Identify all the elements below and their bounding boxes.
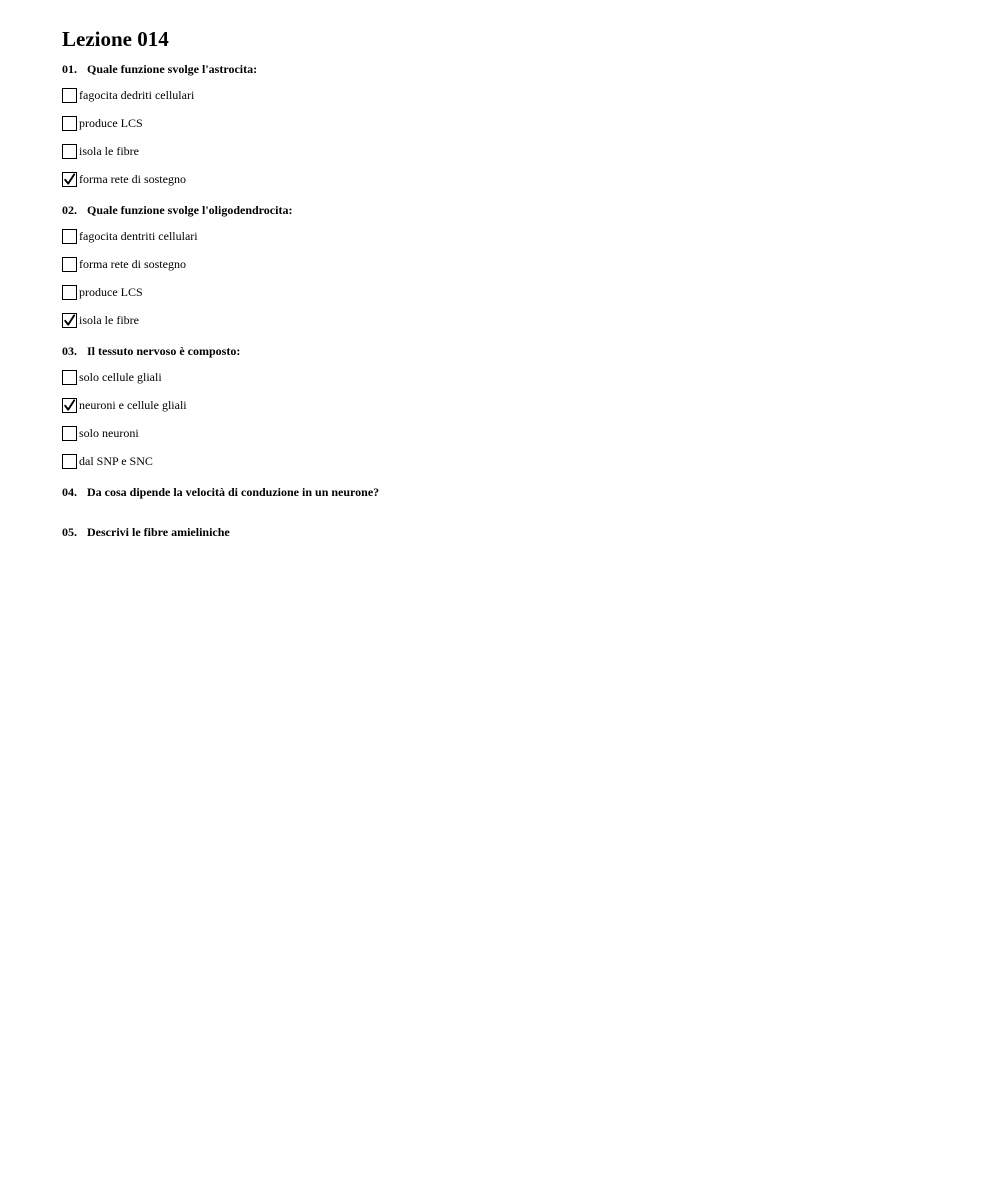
question-text: Quale funzione svolge l'oligodendrocita:	[87, 203, 293, 217]
checkbox[interactable]	[62, 313, 77, 328]
question-text: Il tessuto nervoso è composto:	[87, 344, 241, 358]
question-number: 01.	[62, 62, 77, 76]
option-label: fagocita dedriti cellulari	[79, 88, 195, 102]
question-number: 02.	[62, 203, 77, 217]
checkmark-icon	[63, 399, 76, 412]
option-label: forma rete di sostegno	[79, 172, 186, 186]
question-04	[62, 484, 962, 500]
document-page	[62, 26, 962, 564]
question-header	[62, 484, 962, 500]
checkbox[interactable]	[62, 229, 77, 244]
option-label: solo cellule gliali	[79, 370, 162, 384]
question-number: 05.	[62, 525, 77, 539]
checkbox[interactable]	[62, 172, 77, 187]
checkmark-icon	[63, 314, 76, 327]
checkbox[interactable]	[62, 426, 77, 441]
answer-option[interactable]	[62, 452, 962, 470]
question-03	[62, 343, 962, 470]
page-title: Lezione 014	[62, 27, 169, 51]
checkbox[interactable]	[62, 116, 77, 131]
answer-option[interactable]	[62, 170, 962, 188]
answer-option[interactable]	[62, 311, 962, 329]
answer-option[interactable]	[62, 283, 962, 301]
question-number: 03.	[62, 344, 77, 358]
option-label: neuroni e cellule gliali	[79, 398, 187, 412]
option-label: forma rete di sostegno	[79, 257, 186, 271]
answer-option[interactable]	[62, 424, 962, 442]
answer-option[interactable]	[62, 114, 962, 132]
question-text: Da cosa dipende la velocità di conduzione in un neurone?	[87, 485, 380, 499]
checkbox[interactable]	[62, 144, 77, 159]
checkbox[interactable]	[62, 398, 77, 413]
answer-option[interactable]	[62, 255, 962, 273]
question-05	[62, 524, 962, 540]
answer-option[interactable]	[62, 396, 962, 414]
option-label: produce LCS	[79, 285, 143, 299]
option-label: isola le fibre	[79, 144, 139, 158]
question-header	[62, 202, 962, 218]
answer-option[interactable]	[62, 142, 962, 160]
option-label: solo neuroni	[79, 426, 139, 440]
checkbox[interactable]	[62, 454, 77, 469]
question-02	[62, 202, 962, 329]
checkbox[interactable]	[62, 285, 77, 300]
option-label: fagocita dentriti cellulari	[79, 229, 198, 243]
option-label: dal SNP e SNC	[79, 454, 153, 468]
question-header	[62, 61, 962, 77]
question-01	[62, 61, 962, 188]
question-text: Descrivi le fibre amieliniche	[87, 525, 230, 539]
question-header	[62, 524, 962, 540]
checkbox[interactable]	[62, 370, 77, 385]
question-number: 04.	[62, 485, 77, 499]
answer-option[interactable]	[62, 86, 962, 104]
question-header	[62, 343, 962, 359]
checkmark-icon	[63, 173, 76, 186]
checkbox[interactable]	[62, 257, 77, 272]
answer-option[interactable]	[62, 227, 962, 245]
checkbox[interactable]	[62, 88, 77, 103]
answer-option[interactable]	[62, 368, 962, 386]
question-text: Quale funzione svolge l'astrocita:	[87, 62, 258, 76]
option-label: produce LCS	[79, 116, 143, 130]
option-label: isola le fibre	[79, 313, 139, 327]
